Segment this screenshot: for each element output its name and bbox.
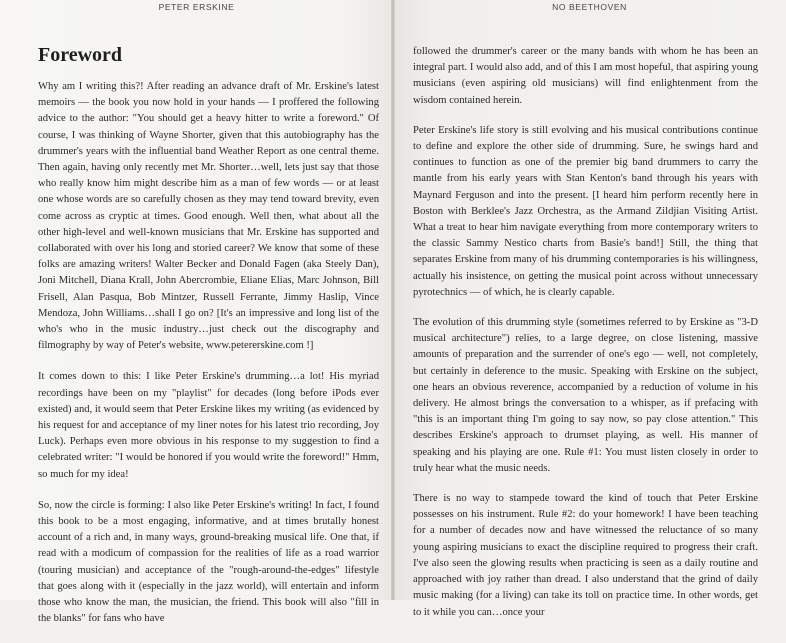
paragraph: followed the drummer's career or the many bands with whom he has been an integral part. I would also add, and of this I am most hopeful, that aspiring young musicians (even aspiring old musicians) will find enlightenment from the wisdom contained herein. [413,46,758,106]
left-page [0,0,393,625]
paragraph: Why am I writing this?! After reading an advance draft of Mr. Erskine's latest memoirs — the book you now hold in your hands — I proffered the following advice to the author: "You should get a heavy hitter to write a foreword." Of course, I was thinking of Wayne Shorter, given that this autobiography has the drummer's years with the influential band Weather Report as one central theme. Then again, having only recently met Mr. Shorter…well, lets just say that those who really know him might describe him as a man of few words — or at least one whose words are so carefully chosen as they may tend toward brevity, even come across as cryptic at times. Good enough. Well then, what about all the other high-level and well-known musicians that Mr. Erskine has supported and collaborated with over his long and storied career? We know that some of these folks are amazing writers! Walter Becker and Donald Fagen (aka Steely Dan), Joni Mitchell, Diana Krall, John Abercrombie, Eliane Elias, Marc Johnson, Bill Frisell, Alan Pasqua, Bob Mintzer, Russell Ferrante, Jimmy Haslip, Vince Mendoza, John Williams…shall I go on? [It's an impressive and long list of the who's who in the music industry…just check out the discography and filmography by way of Peter's website, www.petererskine.com !] [38,81,379,352]
running-header-right: NO BEETHOVEN [552,2,627,12]
paragraph: So, now the circle is forming: I also like Peter Erskine's writing! In fact, I found this book to be a most engaging, informative, and at times brutally honest account of a rich and, in many ways, ground-breaking musical life. One that, if read with a modicum of compassion for the realities of life as a road warrior (touring musician) and acceptance of the "rough-around-the-edges" lifestyle that goes along with it (especially in the jazz world), will entertain and inform those who know the man, the musician, the friend. This book will also "fill in the blanks" for fans who have [38,499,379,625]
right-page-content [413,44,758,635]
paragraph: It comes down to this: I like Peter Erskine's drumming…a lot! His myriad recordings have been on my "playlist" for decades (long before iPods ever existed) and, it would seem that Peter Erskine likes my writing (as evidenced by his request for and acceptance of my liner notes for his latest trio recording, Joy Luck). Perhaps even more obvious in his response to my suggestion to find a celebrated writer: "I would be honored if you would write the foreword!" Hmm, so much for my idea! [38,371,379,480]
left-page-content [38,44,379,643]
paragraph: The evolution of this drumming style (sometimes referred to by Erskine as "3-D musical architecture") relies, to a large degree, on close listening, massive amounts of preparation and the surrender of one's ego — well, not completely, but certainly in deference to the music. Speaking with Erskine on the subject, one hears an obvious reverence, accompanied by a reduction of volume in his delivery. He almost brings the conversation to a whisper, as if prefacing with "this is an important thing I'm going to say now, so pay close attention." This describes Erskine's approach to drumset playing, as well. His manner of speaking and his playing are one. Rule #1: You must listen closely in order to truly hear what the music needs. [413,317,758,474]
paragraph: Peter Erskine's life story is still evolving and his musical contributions continue to define and explore the other side of drumming. Sure, he swings hard and continues to function as one of the premier big band drummers to carry the mantle from his early years with Stan Kenton's band through his years with Maynard Ferguson and into the present. [I heard him perform recently here in Boston with Berklee's Jazz Orchestra, as the Armand Zildjian Visiting Artist. What a treat to hear him navigate everything from more contemporary writers to the classic Sammy Nestico charts from Basie's band!] Still, the thing that separates Erskine from many of his drumming contemporaries is his willingness, actually his insistence, on getting the musical point across without unnecessary pyrotechnics — of which, he is clearly capable. [413,124,758,298]
chapter-title: Foreword [38,44,123,66]
running-header-left: PETER ERSKINE [158,2,235,12]
book-gutter [391,0,395,600]
right-page [393,0,786,618]
paragraph: There is no way to stampede toward the kind of touch that Peter Erskine possesses on his instrument. Rule #2: do your homework! I have been teaching for a number of decades now and have witnessed the reluctance of so many young aspiring musicians to exact the discipline required to progress their craft. I've also seen the glowing results when practicing is seen as a daily routine and approached with joy rather than dread. I also understand that the grind of daily music making (for a living) can take its toll on practice time. In other words, get to it while you can…once your [413,493,758,618]
